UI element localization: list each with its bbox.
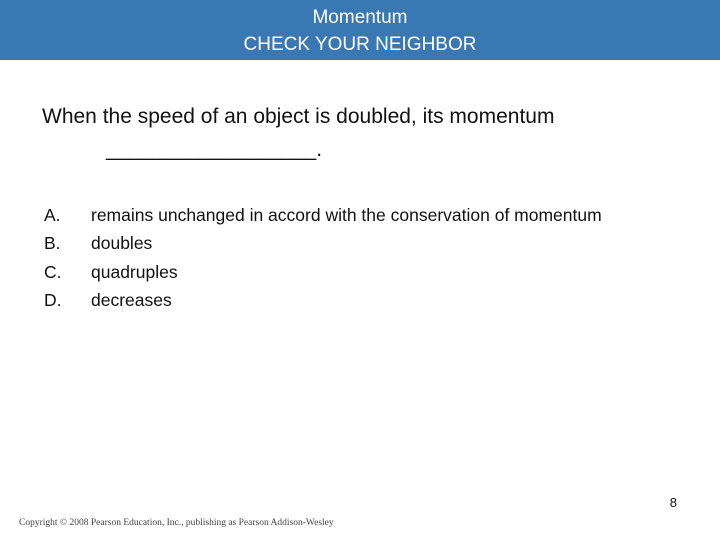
slide-subtitle: CHECK YOUR NEIGHBOR — [243, 34, 477, 55]
choice-a — [44, 201, 704, 230]
choice-text: doubles — [91, 233, 153, 254]
choice-c — [44, 258, 704, 287]
question-block — [42, 100, 682, 166]
copyright-notice: Copyright © 2008 Pearson Education, Inc., publishing as Pearson Addison-Wesley — [19, 518, 334, 528]
choice-letter: D. — [44, 290, 62, 311]
question-text: When the speed of an object is doubled, its momentum — [42, 105, 555, 128]
choice-d — [44, 287, 704, 316]
choice-b — [44, 230, 704, 259]
choice-letter: A. — [44, 204, 61, 225]
choice-text: decreases — [91, 290, 172, 311]
choice-text: quadruples — [91, 261, 178, 282]
page-number: 8 — [669, 495, 677, 510]
slide-title: Momentum — [312, 7, 408, 28]
choice-text: remains unchanged in accord with the conservation of momentum — [91, 204, 602, 225]
answer-blank: __________________. — [106, 138, 323, 161]
slide-header — [0, 0, 720, 60]
choice-letter: B. — [44, 233, 61, 254]
choice-letter: C. — [44, 261, 62, 282]
answer-choices — [44, 201, 704, 315]
